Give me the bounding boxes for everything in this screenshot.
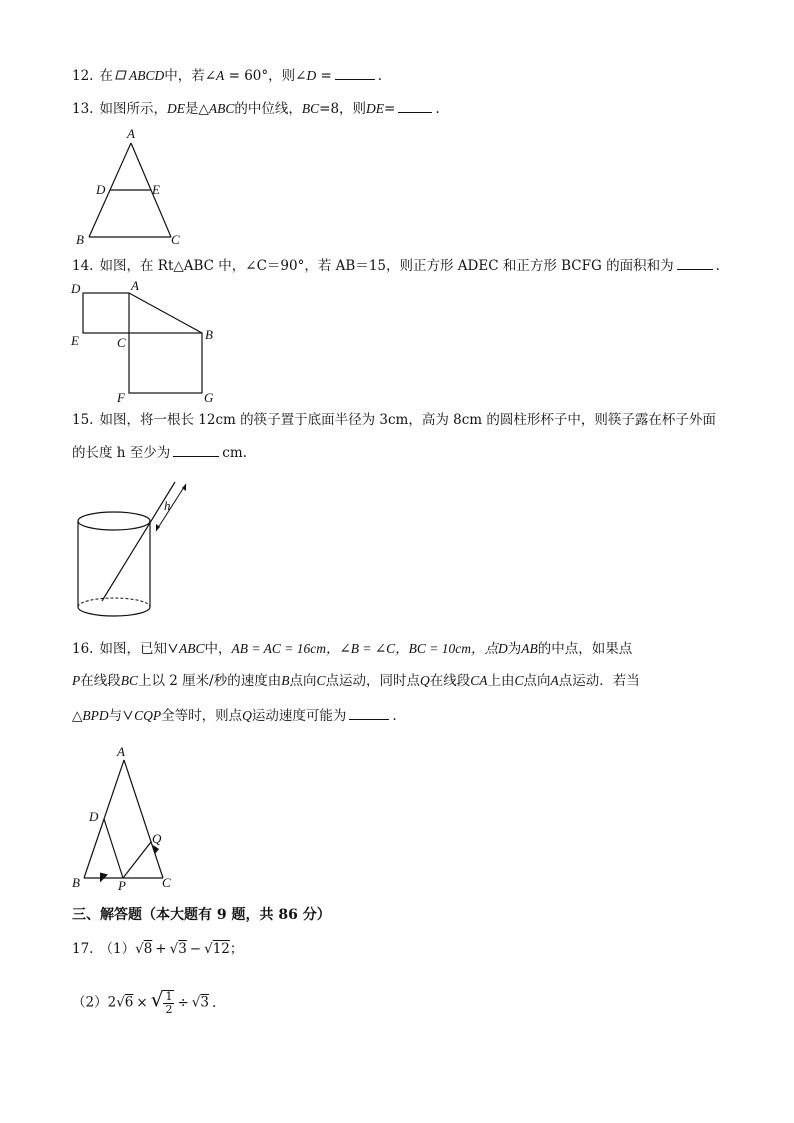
radicand: 3 bbox=[178, 941, 187, 957]
question-text: = 60°，则∠ bbox=[224, 68, 307, 84]
vertex-label-B: B bbox=[76, 232, 84, 247]
fraction bbox=[163, 990, 174, 1016]
numerator: 1 bbox=[165, 990, 173, 1003]
question-text: . bbox=[435, 101, 440, 117]
vertex-label-C: C bbox=[162, 875, 171, 890]
question-16 bbox=[72, 640, 632, 658]
question-text: 如图，在 Rt△ABC 中，∠C＝90°，若 AB＝15，则正方形 ADEC 和正方形 BCFG 的面积和为 bbox=[99, 258, 674, 274]
question-12 bbox=[72, 66, 382, 85]
answer-blank[interactable] bbox=[677, 256, 713, 270]
operator: − bbox=[189, 941, 202, 957]
point-name: C bbox=[316, 673, 326, 688]
vertex-label-D: D bbox=[71, 281, 81, 296]
length-label-h: h bbox=[164, 498, 171, 513]
answer-blank[interactable] bbox=[335, 66, 375, 80]
radicand: 12 bbox=[212, 941, 230, 957]
question-17-part2 bbox=[72, 987, 217, 1016]
question-number: 14. bbox=[72, 258, 94, 274]
point-name: Q bbox=[242, 708, 252, 723]
vertex-label-D: D bbox=[96, 182, 106, 197]
triangle-name: △ABC bbox=[198, 101, 235, 116]
segment-name: CA bbox=[470, 673, 488, 688]
triangle-name: CQP bbox=[134, 708, 162, 723]
question-text: 在线段 bbox=[429, 673, 471, 689]
segment-name: BC bbox=[120, 673, 139, 688]
triangle-symbol: △ bbox=[72, 708, 83, 724]
point-name: D bbox=[498, 641, 508, 656]
question-text: 中，若∠ bbox=[164, 68, 217, 84]
sqrt-symbol: √ bbox=[135, 941, 144, 957]
parallelogram-symbol bbox=[115, 67, 127, 85]
question-text: 上由 bbox=[487, 673, 515, 689]
triangle-icon bbox=[168, 643, 178, 653]
question-text: . bbox=[377, 68, 383, 84]
question-text: 上以 2 厘米/秒的速度由 bbox=[138, 673, 282, 689]
sqrt-symbol: √ bbox=[116, 994, 125, 1011]
figure-q16-triangle bbox=[68, 742, 188, 892]
figure-q15-cup bbox=[70, 474, 200, 622]
vertex-label-D: D bbox=[89, 809, 99, 824]
operator: ÷ bbox=[177, 994, 189, 1011]
triangle-symbol bbox=[168, 640, 178, 658]
vertex-label-Q: Q bbox=[152, 831, 162, 846]
question-16-line2 bbox=[72, 672, 640, 690]
punctuation: . bbox=[211, 994, 217, 1011]
shape-name: ABCD bbox=[128, 68, 165, 83]
answer-blank[interactable] bbox=[349, 706, 389, 720]
point-name: Q bbox=[420, 673, 430, 688]
question-text: 运动速度可能为 bbox=[251, 708, 347, 724]
question-text: 如图，将一根长 12cm 的筷子置于底面半径为 3cm，高为 8cm 的圆柱形杯子中，则筷子露在杯子外面 bbox=[99, 412, 716, 428]
question-text: = bbox=[384, 101, 396, 117]
question-text: =8，则 bbox=[319, 101, 367, 117]
question-text: cm. bbox=[222, 445, 247, 461]
question-15-line2 bbox=[72, 443, 247, 462]
question-16-line3 bbox=[72, 706, 397, 725]
question-text: 的长度 h 至少为 bbox=[72, 445, 171, 461]
point-name: A bbox=[550, 673, 559, 688]
question-number: 17. bbox=[72, 941, 94, 957]
angle-name: D bbox=[306, 68, 317, 83]
question-text: 点向 bbox=[523, 673, 551, 689]
sqrt-symbol: √ bbox=[204, 941, 213, 957]
sqrt-symbol: √ bbox=[150, 987, 164, 1012]
question-text: 中， bbox=[204, 641, 232, 657]
point-name: P bbox=[72, 673, 81, 688]
radicand: 3 bbox=[200, 994, 209, 1011]
question-text: 与 bbox=[108, 708, 123, 724]
sqrt-symbol: √ bbox=[169, 941, 179, 957]
segment-name: DE bbox=[166, 101, 185, 116]
question-text: 的中位线， bbox=[234, 101, 302, 117]
point-name: B bbox=[281, 673, 290, 688]
segment-name: DE bbox=[366, 101, 385, 116]
part-label: （1） bbox=[99, 941, 136, 957]
vertex-label-A: A bbox=[127, 126, 135, 141]
question-13 bbox=[72, 99, 440, 118]
vertex-label-G: G bbox=[204, 390, 214, 405]
question-text: 的中点，如果点 bbox=[537, 641, 633, 657]
answer-blank[interactable] bbox=[173, 443, 219, 457]
question-number: 16. bbox=[72, 641, 94, 657]
question-text: 点运动．若当 bbox=[558, 673, 640, 689]
triangle-name: ABC bbox=[178, 641, 205, 656]
question-text: 在线段 bbox=[80, 673, 121, 689]
question-text: . bbox=[715, 258, 720, 274]
question-text: AB = AC = 16cm，∠B = ∠C，BC = 10cm，点 bbox=[231, 641, 499, 656]
coefficient: 2 bbox=[107, 994, 117, 1011]
question-text: . bbox=[392, 708, 397, 724]
vertex-label-A: A bbox=[117, 744, 125, 759]
triangle-icon bbox=[123, 710, 133, 720]
question-text: 点向 bbox=[289, 673, 317, 689]
operator: + bbox=[155, 941, 167, 957]
question-15 bbox=[72, 411, 716, 429]
radicand: 8 bbox=[143, 941, 153, 957]
section-heading: 三、解答题（本大题有 9 题，共 86 分） bbox=[72, 907, 331, 923]
parallelogram-icon bbox=[115, 70, 127, 80]
operator: × bbox=[136, 994, 148, 1011]
part-label: （2） bbox=[72, 994, 108, 1011]
vertex-label-B: B bbox=[72, 875, 80, 890]
question-number: 15. bbox=[72, 412, 94, 428]
segment-name: AB bbox=[521, 641, 538, 656]
figure-q13-triangle bbox=[70, 126, 190, 250]
triangle-symbol bbox=[123, 707, 133, 725]
vertex-label-E: E bbox=[152, 182, 160, 197]
question-17-part1 bbox=[72, 940, 243, 958]
vertex-label-F: F bbox=[117, 390, 125, 405]
segment-name: BC bbox=[301, 101, 320, 116]
figure-q14-squares bbox=[66, 280, 226, 406]
vertex-label-C: C bbox=[117, 335, 126, 350]
answer-blank[interactable] bbox=[398, 99, 432, 113]
triangle-name: BPD bbox=[82, 708, 109, 723]
question-text: 如图所示， bbox=[99, 101, 167, 117]
vertex-label-B: B bbox=[205, 327, 213, 342]
question-text: 在 bbox=[99, 68, 113, 84]
angle-name: A bbox=[216, 68, 225, 83]
question-number: 12. bbox=[72, 68, 94, 84]
question-text: = bbox=[316, 68, 332, 84]
denominator: 2 bbox=[165, 1003, 173, 1016]
question-text: 全等时，则点 bbox=[161, 708, 243, 724]
point-name: C bbox=[514, 673, 524, 688]
vertex-label-E: E bbox=[71, 333, 79, 348]
question-text: 点运动，同时点 bbox=[325, 673, 421, 689]
question-text: 为 bbox=[507, 641, 522, 657]
question-number: 13. bbox=[72, 101, 94, 117]
sqrt-symbol: √ bbox=[191, 994, 201, 1011]
punctuation: ； bbox=[229, 941, 244, 957]
question-text: 是 bbox=[184, 101, 199, 117]
vertex-label-P: P bbox=[118, 878, 126, 893]
question-14 bbox=[72, 256, 720, 275]
radicand: 6 bbox=[124, 994, 134, 1011]
vertex-label-A: A bbox=[131, 278, 139, 293]
vertex-label-C: C bbox=[171, 232, 180, 247]
question-text: 如图，已知 bbox=[99, 641, 167, 657]
